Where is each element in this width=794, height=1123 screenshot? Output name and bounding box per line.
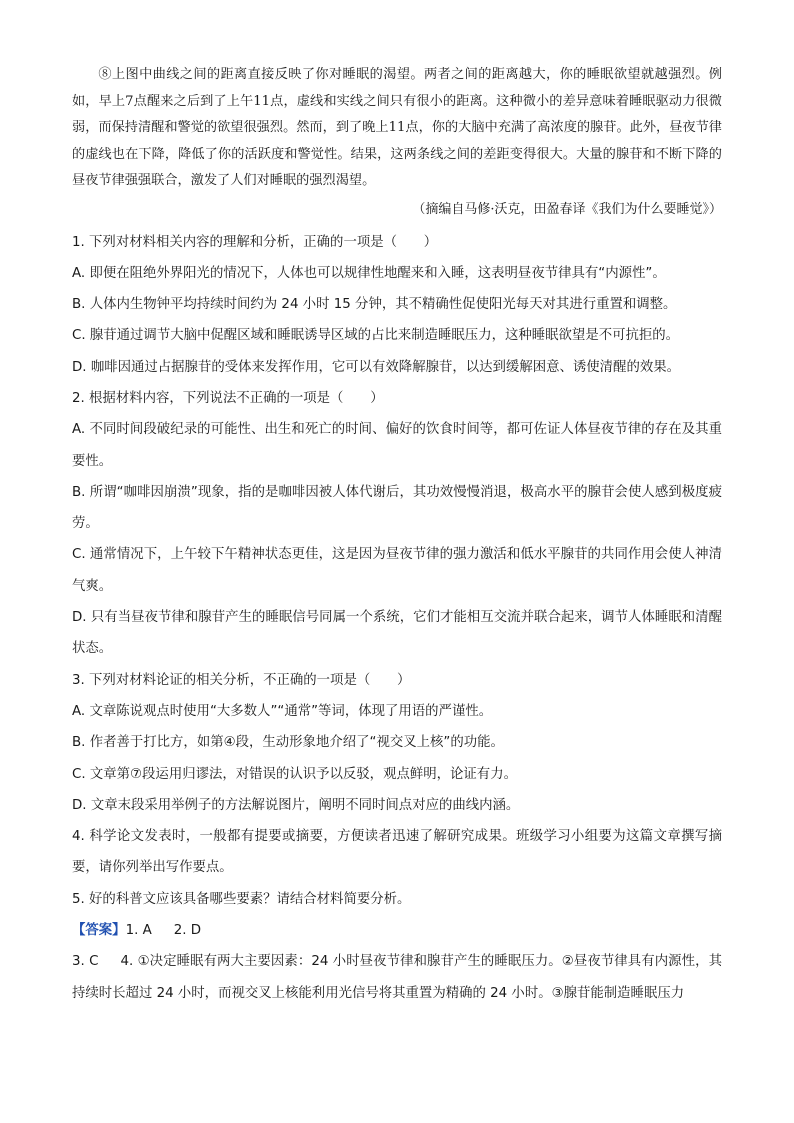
answer-2: 2. D	[173, 923, 202, 939]
option-a: A. 不同时间段破纪录的可能性、出生和死亡的时间、偏好的饮食时间等，都可佐证人体昼夜节律的存在及其重要性。	[72, 422, 722, 469]
option-c: C. 通常情况下，上午较下午精神状态更佳，这是因为昼夜节律的强力激活和低水平腺苷的共同作用会使人神清气爽。	[72, 547, 722, 594]
document-page	[72, 62, 722, 1009]
option-d: D. 文章末段采用举例子的方法解说图片，阐明不同时间点对应的曲线内涵。	[72, 797, 520, 813]
reading-passage	[72, 62, 722, 223]
option-c: C. 腺苷通过调节大脑中促醒区域和睡眠诱导区域的占比来制造睡眠压力，这种睡眠欲望是不可抗拒的。	[72, 328, 680, 344]
option-b: B. 人体内生物钟平均持续时间约为 24 小时 15 分钟，其不精确性促使阳光每天对其进行重置和调整。	[72, 297, 677, 313]
question-stem: 5. 好的科普文应该具备哪些要素？请结合材料简要分析。	[72, 891, 411, 907]
question-3	[72, 665, 722, 821]
option-d: D. 咖啡因通过占据腺苷的受体来发挥作用，它可以有效降解腺苷，以达到缓解困意、诱使清醒的效果。	[72, 359, 681, 375]
question-stem: 1. 下列对材料相关内容的理解和分析，正确的一项是（ ）	[72, 234, 438, 250]
option-b: B. 作者善于打比方，如第④段，生动形象地介绍了“视交叉上核”的功能。	[72, 735, 504, 751]
option-b: B. 所谓“咖啡因崩溃”现象，指的是咖啡因被人体代谢后，其功效慢慢消退，极高水平的腺苷会使人感到极度疲劳。	[72, 484, 722, 532]
answer-3: 3. C	[72, 954, 99, 970]
option-c: C. 文章第⑦段运用归谬法，对错误的认识予以反驳，观点鲜明，论证有力。	[72, 766, 517, 782]
passage-source: （摘编自马修·沃克，田盈春译《我们为什么要睡觉》）	[412, 201, 722, 217]
option-a: A. 文章陈说观点时使用“大多数人”“通常”等词，体现了用语的严谨性。	[72, 703, 493, 719]
answer-1: 1. A	[125, 923, 152, 939]
answer-line-1	[72, 915, 722, 946]
question-2	[72, 383, 722, 665]
answer-tag: 【答案】	[72, 923, 126, 939]
answer-section	[72, 915, 722, 1009]
answer-4: 4. ①决定睡眠有两大主要因素：24 小时昼夜节律和腺苷产生的睡眠压力。②昼夜节律具有内源性，其持续时长超过 24 小时，而视交叉上核能利用光信号将其重置为精确的 24 小时。③腺苷能制造睡眠压力	[72, 954, 722, 1001]
question-5	[72, 884, 722, 915]
option-a: A. 即便在阻绝外界阳光的情况下，人体也可以规律性地醒来和入睡，这表明昼夜节律具有“内源性”。	[72, 265, 666, 281]
question-stem: 3. 下列对材料论证的相关分析，不正确的一项是（ ）	[72, 672, 411, 688]
question-1	[72, 227, 722, 383]
option-d: D. 只有当昼夜节律和腺苷产生的睡眠信号同属一个系统，它们才能相互交流并联合起来，调节人体睡眠和清醒状态。	[72, 610, 722, 657]
question-stem: 2. 根据材料内容，下列说法不正确的一项是（ ）	[72, 390, 384, 406]
question-4	[72, 821, 722, 884]
passage-paragraph-8: ⑧上图中曲线之间的距离直接反映了你对睡眠的渴望。两者之间的距离越大，你的睡眠欲望就越强烈。例如，早上7点醒来之后到了上午11点，虚线和实线之间只有很小的距离。这种微小的差异意味着睡眠驱动力很微弱，而保持清醒和警觉的欲望很强烈。然而，到了晚上11点，你的大脑中充满了高浓度的腺苷。此外，昼夜节律的虚线也在下降，降低了你的活跃度和警觉性。结果，这两条线之间的差距变得很大。大量的腺苷和不断下降的昼夜节律强强联合，激发了人们对睡眠的强烈渴望。	[72, 67, 722, 188]
answer-line-2	[72, 946, 722, 1009]
question-stem: 4. 科学论文发表时，一般都有提要或摘要，方便读者迅速了解研究成果。班级学习小组要为这篇文章撰写摘要，请你列举出写作要点。	[72, 829, 722, 876]
